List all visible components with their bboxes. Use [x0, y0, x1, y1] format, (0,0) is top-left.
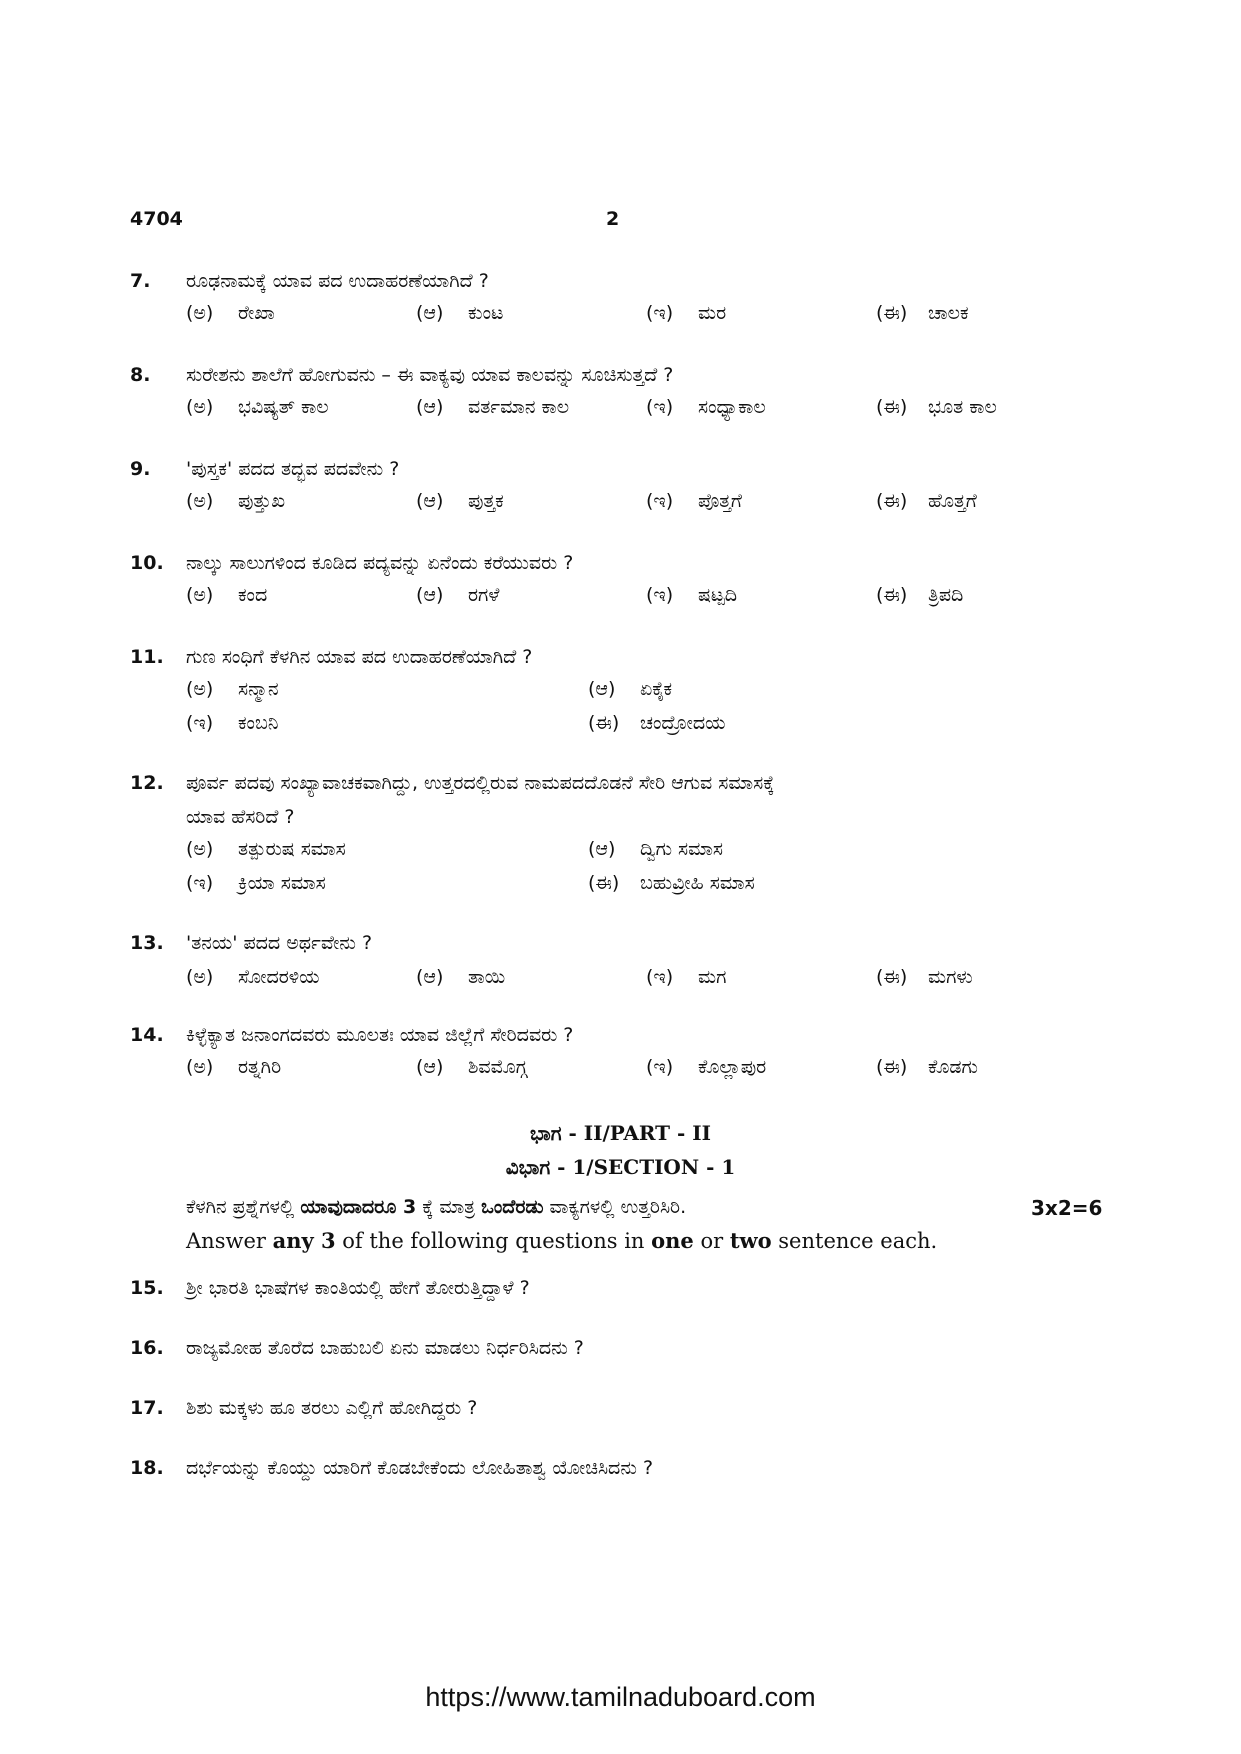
option-text: ಮಗಳು: [928, 966, 973, 988]
option-label: (ಅ): [186, 302, 214, 324]
option-b: [416, 1056, 527, 1078]
option-text: ತತ್ಪುರುಷ ಸಮಾಸ: [238, 838, 346, 860]
option-a: [186, 302, 275, 324]
option-label: (ಈ): [876, 1056, 908, 1078]
instruction-kn-part: ಕ್ಕೆ ಮಾತ್ರ: [416, 1196, 482, 1218]
question-text: 'ಪುಸ್ತಕ' ಪದದ ತದ್ಭವ ಪದವೇನು ?: [186, 458, 400, 480]
option-text: ಸನ್ಮಾನ: [238, 678, 279, 700]
option-text: ಬಹುವ್ರೀಹಿ ಸಮಾಸ: [640, 872, 755, 894]
option-d: [876, 490, 977, 512]
option-text: ಚಂದ್ರೋದಯ: [640, 712, 726, 734]
option-label: (ಇ): [186, 712, 214, 734]
question-number: 9.: [130, 458, 151, 480]
question-text: ರಾಜ್ಯಮೋಹ ತೊರೆದ ಬಾಹುಬಲಿ ಏನು ಮಾಡಲು ನಿರ್ಧರಿಸಿದನು ?: [186, 1337, 584, 1359]
instruction-en-part: sentence each.: [771, 1229, 938, 1253]
option-label: (ಆ): [416, 302, 444, 324]
option-text: ಭವಿಷ್ಯತ್ ಕಾಲ: [238, 396, 329, 418]
option-c: [186, 712, 278, 734]
option-text: ಶಿವಮೊಗ್ಗ: [468, 1056, 528, 1078]
option-text: ರೇಖಾ: [238, 302, 275, 324]
option-label: (ಈ): [588, 712, 620, 734]
part-heading: ಭಾಗ - II/PART - II: [530, 1121, 711, 1145]
instruction-kn-bold: ಯಾವುದಾದರೂ 3: [300, 1196, 417, 1218]
option-text: ತ್ರಿಪದಿ: [928, 584, 964, 606]
question-number: 15.: [130, 1277, 164, 1299]
option-d: [876, 584, 963, 606]
question-number: 14.: [130, 1024, 164, 1046]
option-label: (ಅ): [186, 490, 214, 512]
option-text: ಸೋದರಳಿಯ: [238, 966, 320, 988]
option-label: (ಇ): [646, 1056, 674, 1078]
option-b: [416, 584, 499, 606]
question-text: ಶಿಶು ಮಕ್ಕಳು ಹೂ ತರಲು ಎಲ್ಲಿಗೆ ಹೋಗಿದ್ದರು ?: [186, 1397, 478, 1419]
question-number: 17.: [130, 1397, 164, 1419]
question-text: ಶ್ರೀ ಭಾರತಿ ಭಾಷೆಗಳ ಕಾಂತಿಯಲ್ಲಿ ಹೇಗೆ ತೋರುತ್ತಿದ್ದಾಳೆ ?: [186, 1277, 530, 1299]
option-label: (ಅ): [186, 678, 214, 700]
instruction-en-part: Answer: [186, 1229, 273, 1253]
option-d: [876, 396, 997, 418]
option-text: ದ್ವಿಗು ಸಮಾಸ: [640, 838, 723, 860]
option-b: [416, 396, 569, 418]
paper-code: 4704: [130, 208, 183, 230]
option-d: [588, 872, 755, 894]
option-text: ಮರ: [698, 302, 727, 324]
option-text: ಕೊಡಗು: [928, 1056, 978, 1078]
option-text: ಪೊತ್ತಗೆ: [698, 490, 742, 512]
question-number: 11.: [130, 646, 164, 668]
question-text: ದರ್ಭೆಯನ್ನು ಕೊಯ್ದು ಯಾರಿಗೆ ಕೊಡಬೇಕೆಂದು ಲೋಹಿತಾಶ್ವ ಯೋಚಿಸಿದನು ?: [186, 1457, 654, 1479]
option-label: (ಅ): [186, 584, 214, 606]
instruction-en-bold: any 3: [272, 1228, 336, 1253]
instruction-en-bold: one: [651, 1228, 694, 1253]
option-text: ಸಂಧ್ಯಾಕಾಲ: [698, 396, 766, 418]
option-d: [876, 966, 973, 988]
option-label: (ಆ): [416, 396, 444, 418]
question-text: ರೂಢನಾಮಕ್ಕೆ ಯಾವ ಪದ ಉದಾಹರಣೆಯಾಗಿದೆ ?: [186, 270, 489, 292]
question-text: ನಾಲ್ಕು ಸಾಲುಗಳಿಂದ ಕೂಡಿದ ಪದ್ಯವನ್ನು ಏನೆಂದು ಕರೆಯುವರು ?: [186, 552, 574, 574]
question-text: ಸುರೇಶನು ಶಾಲೆಗೆ ಹೋಗುವನು – ಈ ವಾಕ್ಯವು ಯಾವ ಕಾಲವನ್ನು ಸೂಚಿಸುತ್ತದೆ ?: [186, 364, 674, 386]
option-d: [876, 1056, 978, 1078]
option-text: ಕ್ರಿಯಾ ಸಮಾಸ: [238, 872, 326, 894]
instruction-kn-part: ಕೆಳಗಿನ ಪ್ರಶ್ನೆಗಳಲ್ಲಿ: [186, 1196, 301, 1218]
instruction-kn-bold: ಒಂದೆರಡು: [481, 1196, 544, 1218]
instruction-english: [186, 1228, 937, 1253]
option-text: ಕಂಬನಿ: [238, 712, 279, 734]
option-label: (ಆ): [588, 838, 616, 860]
option-label: (ಇ): [646, 490, 674, 512]
option-label: (ಅ): [186, 396, 214, 418]
option-text: ಚಾಲಕ: [928, 302, 969, 324]
option-c: [646, 490, 742, 512]
option-b: [416, 490, 504, 512]
option-b: [588, 678, 672, 700]
option-label: (ಆ): [588, 678, 616, 700]
option-c: [646, 302, 726, 324]
option-label: (ಅ): [186, 838, 214, 860]
option-b: [416, 302, 503, 324]
question-text: 'ತನಯ' ಪದದ ಅರ್ಥವೇನು ?: [186, 932, 373, 954]
option-label: (ಇ): [646, 584, 674, 606]
option-text: ಕೊಲ್ಲಾಪುರ: [698, 1056, 767, 1078]
instruction-en-part: of the following questions in: [335, 1229, 652, 1253]
option-c: [646, 966, 726, 988]
option-label: (ಅ): [186, 1056, 214, 1078]
option-label: (ಆ): [416, 490, 444, 512]
option-a: [186, 966, 319, 988]
question-number: 18.: [130, 1457, 164, 1479]
option-text: ರತ್ನಗಿರಿ: [238, 1056, 282, 1078]
page-number: 2: [606, 208, 620, 230]
option-text: ಕುಂಟ: [468, 302, 504, 324]
option-text: ಕಂದ: [238, 584, 268, 606]
option-a: [186, 838, 346, 860]
option-label: (ಈ): [876, 584, 908, 606]
option-text: ತಾಯಿ: [468, 966, 506, 988]
instruction-en-part: or: [693, 1229, 730, 1253]
option-c: [646, 1056, 766, 1078]
option-text: ಷಟ್ಪದಿ: [698, 584, 738, 606]
question-text: ಕಿಳ್ಳೆಕ್ಯಾತ ಜನಾಂಗದವರು ಮೂಲತಃ ಯಾವ ಜಿಲ್ಲೆಗೆ ಸೇರಿದವರು ?: [186, 1024, 574, 1046]
option-label: (ಇ): [646, 302, 674, 324]
option-label: (ಆ): [416, 1056, 444, 1078]
option-label: (ಈ): [876, 490, 908, 512]
option-label: (ಈ): [876, 966, 908, 988]
option-label: (ಇ): [646, 966, 674, 988]
question-text: ಗುಣ ಸಂಧಿಗೆ ಕೆಳಗಿನ ಯಾವ ಪದ ಉದಾಹರಣೆಯಾಗಿದೆ ?: [186, 646, 533, 668]
option-d: [588, 712, 725, 734]
option-label: (ಈ): [588, 872, 620, 894]
option-b: [588, 838, 723, 860]
option-text: ಮಗ: [698, 966, 727, 988]
option-label: (ಇ): [186, 872, 214, 894]
option-text: ವರ್ತಮಾನ ಕಾಲ: [468, 396, 570, 418]
option-text: ಹೊತ್ತಗೆ: [928, 490, 977, 512]
question-number: 10.: [130, 552, 164, 574]
option-text: ಭೂತ ಕಾಲ: [928, 396, 997, 418]
question-number: 7.: [130, 270, 151, 292]
section-heading: ವಿಭಾಗ - 1/SECTION - 1: [505, 1155, 736, 1179]
instruction-kn-part: ವಾಕ್ಯಗಳಲ್ಲಿ ಉತ್ತರಿಸಿರಿ.: [543, 1196, 687, 1218]
option-text: ಪುತ್ತುಖ: [238, 490, 286, 512]
question-text-line1: ಪೂರ್ವ ಪದವು ಸಂಖ್ಯಾವಾಚಕವಾಗಿದ್ದು, ಉತ್ತರದಲ್ಲಿರುವ ನಾಮಪದದೊಡನೆ ಸೇರಿ ಆಗುವ ಸಮಾಸಕ್ಕೆ: [186, 772, 775, 794]
question-text-line2: ಯಾವ ಹೆಸರಿದೆ ?: [186, 806, 295, 828]
option-a: [186, 490, 285, 512]
question-number: 16.: [130, 1337, 164, 1359]
option-label: (ಈ): [876, 302, 908, 324]
option-label: (ಅ): [186, 966, 214, 988]
option-a: [186, 1056, 281, 1078]
option-label: (ಆ): [416, 966, 444, 988]
question-number: 8.: [130, 364, 151, 386]
option-c: [646, 584, 737, 606]
option-a: [186, 396, 329, 418]
option-a: [186, 678, 279, 700]
option-text: ಪುತ್ತಕ: [468, 490, 504, 512]
option-a: [186, 584, 267, 606]
option-d: [876, 302, 969, 324]
option-b: [416, 966, 505, 988]
option-c: [646, 396, 766, 418]
question-number: 13.: [130, 932, 164, 954]
option-text: ಏಕೈಕ: [640, 678, 673, 700]
instruction-en-bold: two: [729, 1228, 772, 1253]
footer-url[interactable]: https://www.tamilnaduboard.com: [425, 1682, 816, 1712]
option-c: [186, 872, 326, 894]
question-number: 12.: [130, 772, 164, 794]
marks-label: 3x2=6: [1031, 1196, 1103, 1220]
instruction-kannada: [186, 1196, 686, 1218]
option-label: (ಇ): [646, 396, 674, 418]
option-text: ರಗಳೆ: [468, 584, 500, 606]
option-label: (ಈ): [876, 396, 908, 418]
option-label: (ಆ): [416, 584, 444, 606]
